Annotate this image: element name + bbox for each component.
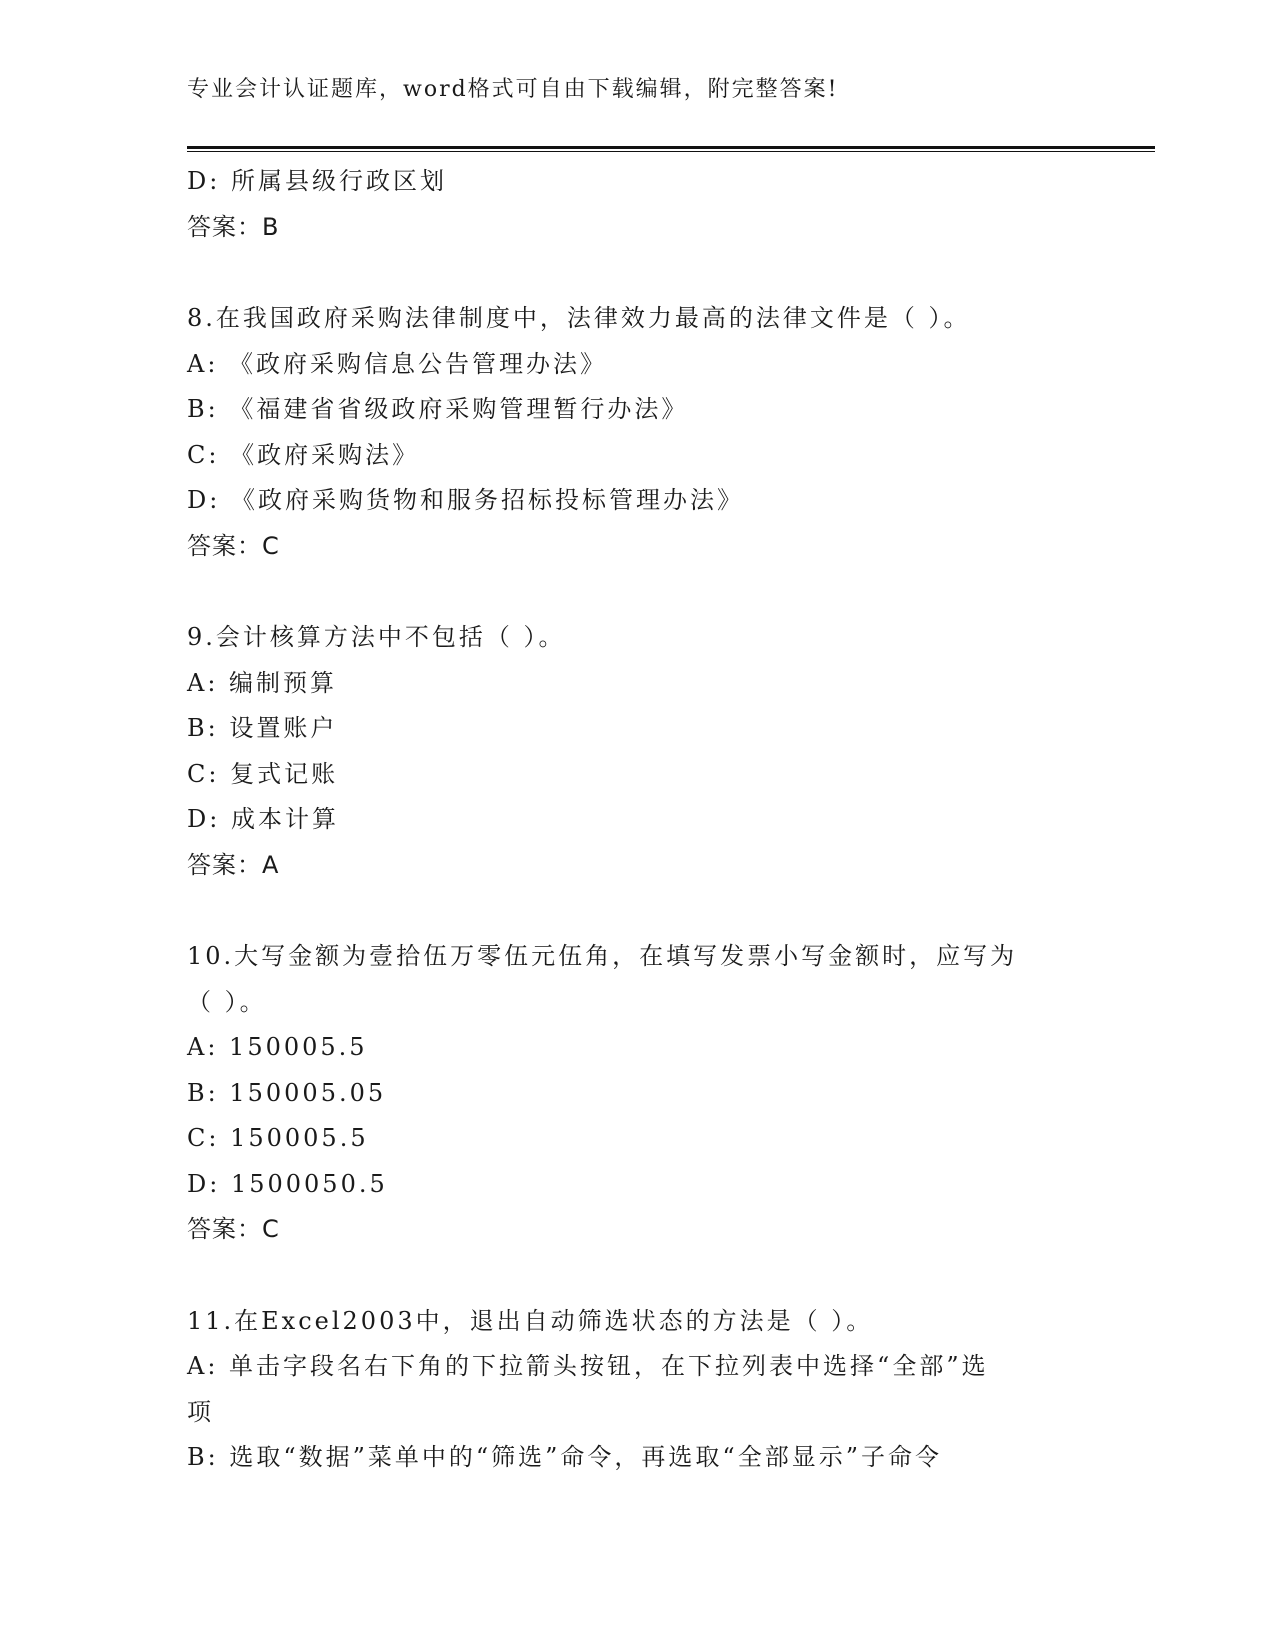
option-a: A: 150005.5 [187, 1033, 368, 1061]
header-rule-thin [187, 151, 1155, 152]
spacer [187, 250, 1067, 296]
spacer [187, 569, 1067, 615]
option-b: B: 150005.05 [187, 1078, 387, 1107]
header-rule-thick [187, 146, 1155, 149]
question-9 [187, 615, 1067, 888]
option-a-line-1: A: 单击字段名右下角的下拉箭头按钮，在下拉列表中选择“全部”选 [187, 1352, 989, 1380]
question-stem: 9.会计核算方法中不包括（ ）。 [187, 623, 566, 651]
question-stem-line-2: （ ）。 [187, 987, 267, 1016]
answer-line: 答案：C [187, 1215, 280, 1243]
option-c: C: 复式记账 [187, 759, 339, 788]
option-d: D: 《政府采购货物和服务招标投标管理办法》 [187, 486, 744, 514]
spacer [187, 1253, 1067, 1299]
answer-line: 答案：B [187, 212, 280, 241]
question-stem-line-1: 10.大写金额为壹拾伍万零伍元伍角，在填写发票小写金额时，应写为 [187, 942, 1018, 970]
option-b: B: 选取“数据”菜单中的“筛选”命令，再选取“全部显示”子命令 [187, 1443, 942, 1471]
option-b: B: 设置账户 [187, 714, 338, 742]
answer-line: 答案：A [187, 850, 280, 879]
question-10 [187, 934, 1067, 1253]
question-stem: 8.在我国政府采购法律制度中，法律效力最高的法律文件是（ ）。 [187, 304, 971, 332]
option-a: A: 《政府采购信息公告管理办法》 [187, 349, 608, 378]
option-d: D: 所属县级行政区划 [187, 167, 447, 195]
question-stem: 11.在Excel2003中，退出自动筛选状态的方法是（ ）。 [187, 1306, 874, 1335]
option-a-line-2: 项 [187, 1397, 214, 1426]
question-8 [187, 296, 1067, 569]
option-c: C: 《政府采购法》 [187, 440, 420, 469]
answer-line: 答案：C [187, 531, 280, 560]
option-d: D: 成本计算 [187, 805, 339, 833]
option-b: B: 《福建省省级政府采购管理暂行办法》 [187, 395, 689, 423]
option-a: A: 编制预算 [187, 668, 338, 697]
question-11 [187, 1299, 1067, 1481]
question-content [187, 159, 1067, 1481]
option-d: D: 1500050.5 [187, 1169, 388, 1198]
option-c: C: 150005.5 [187, 1124, 369, 1152]
spacer [187, 888, 1067, 934]
page-header: 专业会计认证题库，word格式可自由下载编辑，附完整答案! [187, 77, 839, 102]
